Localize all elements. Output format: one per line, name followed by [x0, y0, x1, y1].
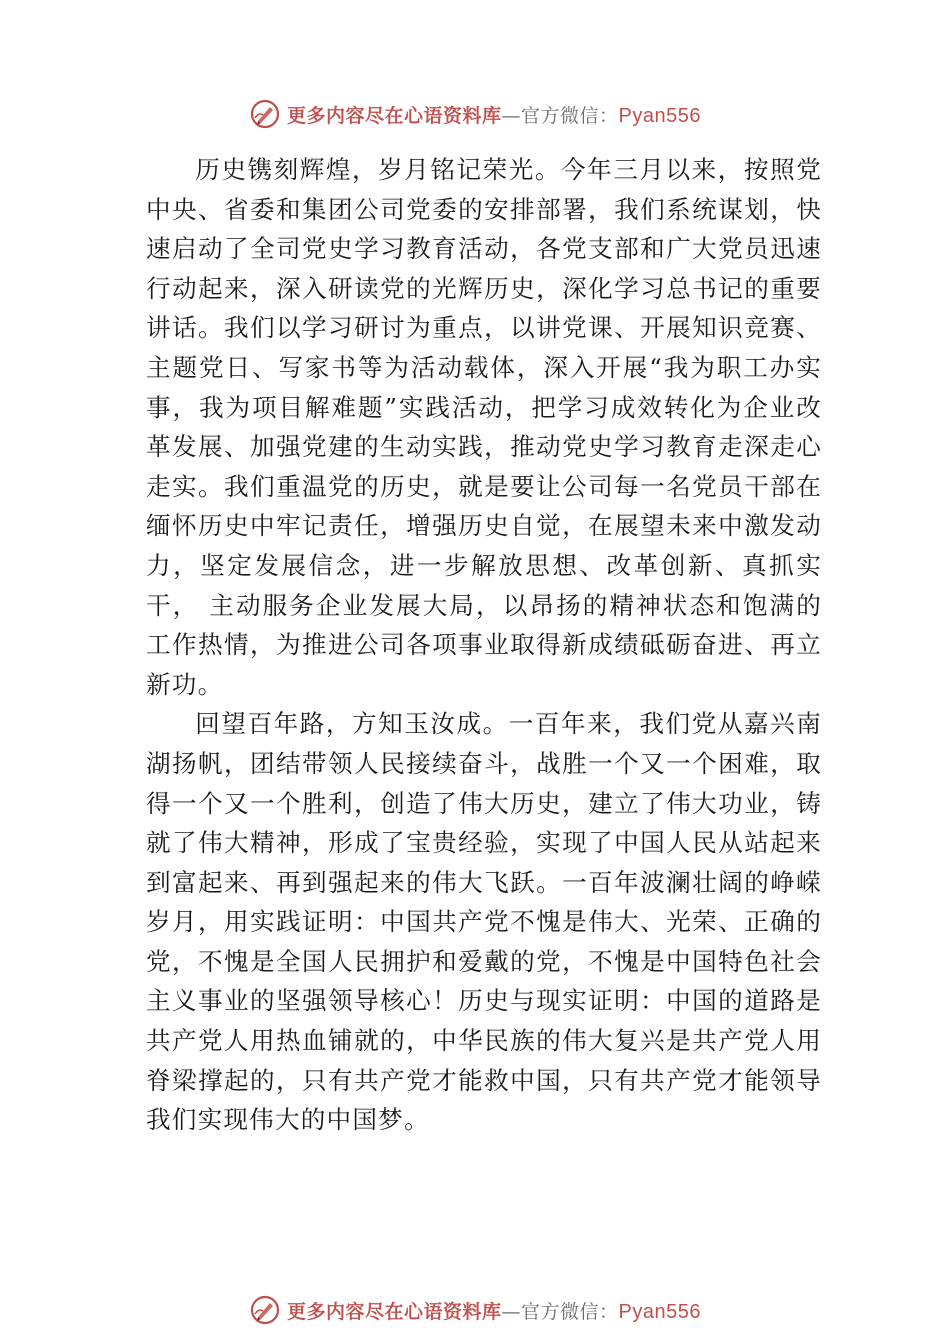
watermark-site-text: 更多内容尽在心语资料库 — [287, 1300, 502, 1323]
pen-logo-icon — [249, 98, 281, 130]
header-watermark — [0, 94, 950, 134]
document-body — [146, 150, 822, 1140]
paragraph-2: 回望百年路，方知玉汝成。一百年来，我们党从嘉兴南湖扬帆，团结带领人民接续奋斗，战胜一个又一个困难，取得一个又一个胜利，创造了伟大历史，建立了伟大功业，铸就了伟大精神，形成了宝贵经验，实现了中国人民从站起来到富起来、再到强起来的伟大飞跃。一百年波澜壮阔的峥嵘岁月，用实践证明：中国共产党不愧是伟大、光荣、正确的党，不愧是全国人民拥护和爱戴的党，不愧是中国特色社会主义事业的坚强领导核心！历史与现实证明：中国的道路是共产党人用热血铺就的，中华民族的伟大复兴是共产党人用脊梁撑起的，只有共产党才能救中国，只有共产党才能领导我们实现伟大的中国梦。 — [146, 709, 822, 1135]
watermark-wechat-id: Pyan556 — [618, 104, 701, 127]
watermark-wechat-label: 官方微信： — [521, 1300, 619, 1323]
watermark-text — [287, 101, 701, 128]
watermark-text — [287, 1297, 701, 1324]
paragraph-1: 历史镌刻辉煌，岁月铭记荣光。今年三月以来，按照党中央、省委和集团公司党委的安排部署，我们系统谋划，快速启动了全司党史学习教育活动，各党支部和广大党员迅速行动起来，深入研读党的光辉历史，深化学习总书记的重要讲话。我们以学习研讨为重点，以讲党课、开展知识竞赛、主题党日、写家书等为活动载体，深入开展“我为职工办实事，我为项目解难题”实践活动，把学习成效转化为企业改革发展、加强党建的生动实践，推动党史学习教育走深走心走实。我们重温党的历史，就是要让公司每一名党员干部在缅怀历史中牢记责任，增强历史自觉，在展望未来中激发动力，坚定发展信念，进一步解放思想、改革创新、真抓实干， 主动服务企业发展大局，以昂扬的精神状态和饱满的工作热情，为推进公司各项事业取得新成绩砥砺奋进、再立新功。 — [146, 155, 822, 699]
pen-logo-icon — [249, 1294, 281, 1326]
footer-watermark — [0, 1290, 950, 1330]
watermark-dash: — — [501, 104, 522, 127]
watermark-dash: — — [501, 1300, 522, 1323]
watermark-wechat-label: 官方微信： — [521, 104, 619, 127]
watermark-wechat-id: Pyan556 — [618, 1300, 701, 1323]
watermark-site-text: 更多内容尽在心语资料库 — [287, 104, 502, 127]
